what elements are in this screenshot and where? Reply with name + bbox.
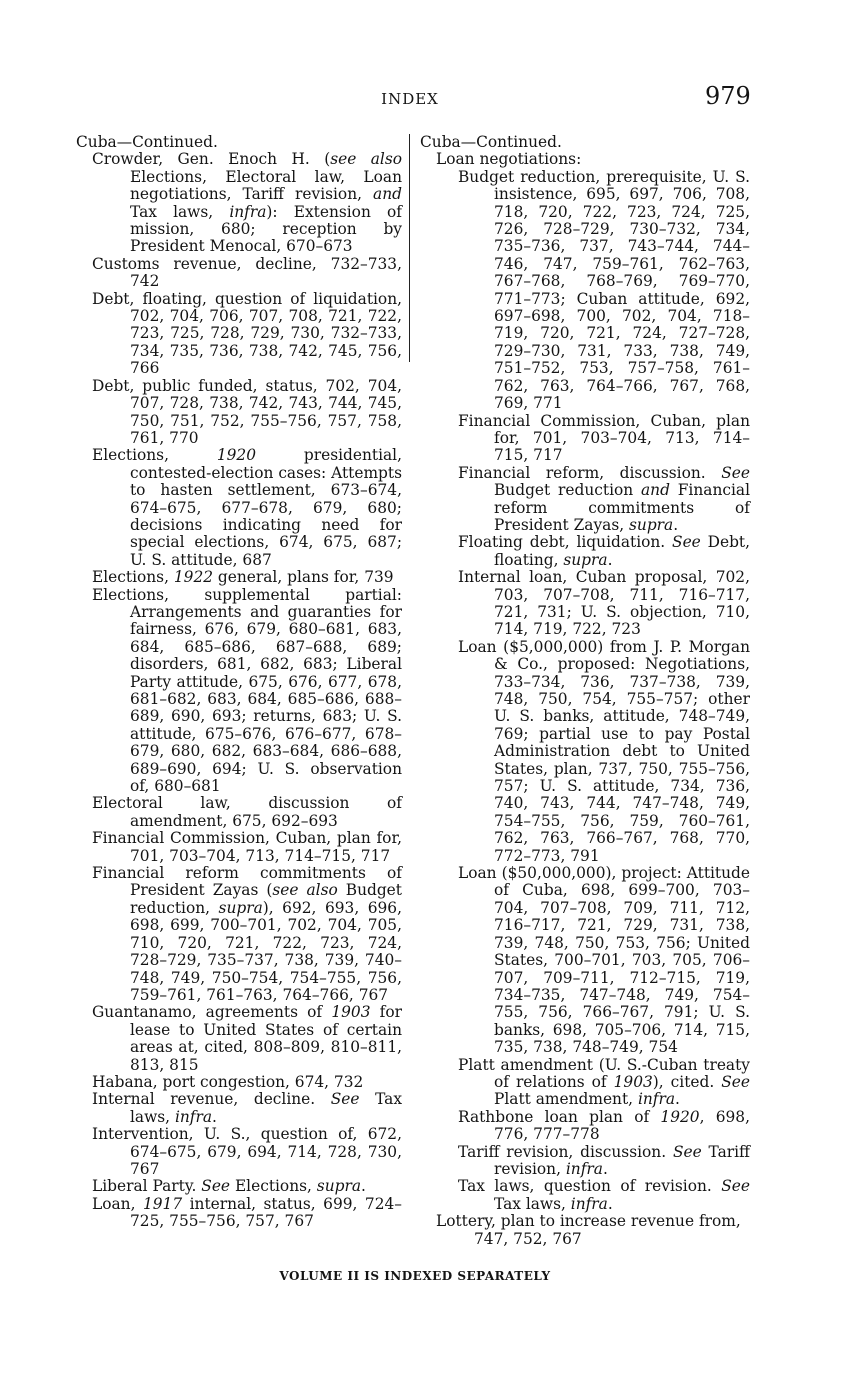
column-heading: Cuba—Continued. bbox=[76, 133, 218, 151]
index-entry: Crowder, Gen. Enoch H. (see also Elections, Electoral law, Loan negotiations, Tariff revision, and Tax laws, infra): Extension of mission, 680; reception by President Menocal, 670–673 bbox=[92, 150, 402, 256]
index-entry: Financial Commission, Cuban, plan for, 701, 703–704, 713, 714–715, 717 bbox=[92, 829, 402, 865]
column-rule bbox=[409, 134, 410, 362]
index-entry: Elections, 1920 presidential, contested-election cases: Attempts to hasten settlement, 673–674, 674–675, 677–678, 679, 680; decisions indicating need for special elections, 674, 675, 687; U. S. attitude, 687 bbox=[92, 446, 402, 569]
index-entry: Electoral law, discussion of amendment, 675, 692–693 bbox=[92, 794, 402, 830]
index-entry: Debt, public funded, status, 702, 704, 707, 728, 738, 742, 743, 744, 745, 750, 751, 752, 755–756, 757, 758, 761, 770 bbox=[92, 376, 402, 447]
index-entry: Liberal Party. See Elections, supra. bbox=[92, 1177, 366, 1196]
index-subentry: Platt amendment (U. S.-Cuban treaty of relations of 1903), cited. See Platt amendment, infra. bbox=[458, 1055, 750, 1109]
index-subentry: Financial Commission, Cuban, plan for, 701, 703–704, 713, 714–715, 717 bbox=[458, 411, 750, 465]
index-entry: Loan, 1917 internal, status, 699, 724–725, 755–756, 757, 767 bbox=[92, 1194, 402, 1231]
index-entry: Lottery, plan to increase revenue from, 747, 752, 767 bbox=[436, 1212, 741, 1248]
index-subentry: Rathbone loan plan of 1920, 698, 776, 777–778 bbox=[458, 1107, 750, 1144]
index-entry: Elections, supplemental partial: Arrangements and guaranties for fairness, 676, 679, 680–681, 683, 684, 685–686, 687–688, 689; disorders, 681, 682, 683; Liberal Party attitude, 675, 676, 677, 678, 681–682, 683, 684, 685–686, 688–689, 690, 693; returns, 683; U. S. attitude, 675–676, 676–677, 678–679, 680, 682, 683–684, 686–688, 689–690, 694; U. S. observation of, 680–681 bbox=[92, 585, 402, 796]
index-entry: Debt, floating, question of liquidation, 702, 704, 706, 707, 708, 721, 722, 723, 725, 728, 729, 730, 732–733, 734, 735, 736, 738, 742, 745, 756, 766 bbox=[92, 289, 402, 378]
index-entry: Intervention, U. S., question of, 672, 674–675, 679, 694, 714, 728, 730, 767 bbox=[92, 1125, 402, 1178]
index-subentry: Loan ($50,000,000), project: Attitude of Cuba, 698, 699–700, 703–704, 707–708, 709, 711, 712, 716–717, 721, 729, 731, 738, 739, 748, 750, 753, 756; United States, 700–701, 703, 705, 706–707, 709–711, 712–715, 719, 734–735, 747–748, 749, 754–755, 756, 766–767, 791; U. S. banks, 698, 705–706, 714, 715, 735, 738, 748–749, 754 bbox=[458, 864, 750, 1057]
index-entry: Guantanamo, agreements of 1903 for lease to United States of certain areas at, cited, 808–809, 810–811, 813, 815 bbox=[92, 1003, 402, 1074]
index-subheading: Loan negotiations: bbox=[436, 150, 582, 169]
index-subentry: Budget reduction, prerequisite, U. S. insistence, 695, 697, 706, 708, 718, 720, 722, 723, 724, 725, 726, 728–729, 730–732, 734, 735–736, 737, 743–744, 744–746, 747, 759–761, 762–763, 767–768, 768–769, 769–770, 771–773; Cuban attitude, 692, 697–698, 700, 702, 704, 718–719, 720, 721, 724, 727–728, 729–730, 731, 733, 738, 749, 751–752, 753, 757–758, 761–762, 763, 764–766, 767, 768, 769, 771 bbox=[458, 167, 750, 413]
right-column bbox=[420, 134, 750, 1248]
index-subentry: Tariff revision, discussion. See Tariff revision, infra. bbox=[458, 1142, 750, 1178]
left-column bbox=[76, 134, 402, 1231]
index-entry: Financial reform commitments of President Zayas (see also Budget reduction, supra), 692, 693, 696, 698, 699, 700–701, 702, 704, 705, 710, 720, 721, 722, 723, 724, 728–729, 735–737, 738, 739, 740–748, 749, 750–754, 754–755, 756, 759–761, 761–763, 764–766, 767 bbox=[92, 864, 402, 1004]
index-subentry: Financial reform, discussion. See Budget reduction and Financial reform commitments of President Zayas, supra. bbox=[458, 463, 750, 534]
index-subentry: Internal loan, Cuban proposal, 702, 703, 707–708, 711, 716–717, 721, 731; U. S. objection, 710, 714, 719, 722, 723 bbox=[458, 568, 750, 639]
index-entry: Habana, port congestion, 674, 732 bbox=[92, 1072, 364, 1091]
index-entry: Internal revenue, decline. See Tax laws, infra. bbox=[92, 1090, 402, 1126]
column-heading: Cuba—Continued. bbox=[420, 133, 562, 151]
index-subentry: Floating debt, liquidation. See Debt, floating, supra. bbox=[458, 533, 750, 569]
index-entry: Elections, 1922 general, plans for, 739 bbox=[92, 568, 394, 587]
index-entry: Customs revenue, decline, 732–733, 742 bbox=[92, 254, 402, 291]
index-subentry: Loan ($5,000,000) from J. P. Morgan & Co., proposed: Negotiations, 733–734, 736, 737–738, 739, 748, 750, 754, 755–757; other U. S. banks, attitude, 748–749, 769; partial use to pay Postal Administration debt to United States, plan, 737, 750, 755–756, 757; U. S. attitude, 734, 736, 740, 743, 744, 747–748, 749, 754–755, 756, 759, 760–761, 762, 763, 766–767, 768, 770, 772–773, 791 bbox=[458, 637, 750, 865]
index-subentry: Tax laws, question of revision. See Tax laws, infra. bbox=[458, 1177, 750, 1213]
footer-note: VOLUME II IS INDEXED SEPARATELY bbox=[279, 1269, 551, 1283]
page-number: 979 bbox=[705, 82, 751, 110]
running-head: INDEX bbox=[381, 90, 439, 108]
